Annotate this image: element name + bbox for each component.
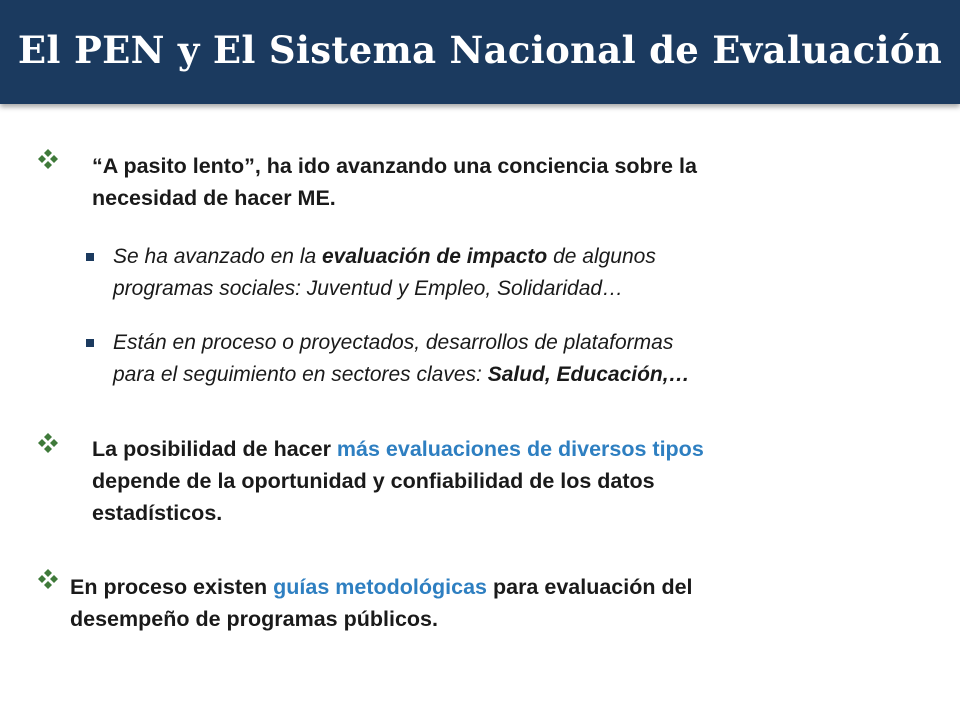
title-bar [0, 0, 960, 104]
sub-bullet-2-pre: para el seguimiento en sectores claves: [113, 363, 488, 386]
sub-bullet-2-text [113, 327, 690, 391]
sub-bullet-2-line-2 [113, 359, 690, 391]
bullet-3-line-2: desempeño de programas públicos. [70, 607, 438, 631]
bullet-1-line-2: necesidad de hacer ME. [92, 186, 336, 210]
slide-title: El PEN y El Sistema Nacional de Evaluación [17, 28, 943, 72]
bullet-2-line-3: estadísticos. [92, 501, 223, 525]
sub-bullet-1-line-1 [113, 241, 656, 273]
sub-bullet-1-pre: Se ha avanzado en la [113, 245, 322, 268]
diamond-bullet-icon [37, 568, 59, 590]
square-bullet-icon [86, 339, 94, 347]
square-bullet-icon [86, 253, 94, 261]
diamond-bullet-icon [37, 148, 59, 170]
bullet-3-text [70, 571, 693, 635]
sub-bullet-1-bold: evaluación de impacto [322, 245, 548, 268]
bullet-2-line-1 [92, 433, 704, 465]
bullet-3-post: para evaluación del [487, 575, 693, 599]
bullet-2-highlight: más evaluaciones de diversos tipos [336, 437, 704, 461]
bullet-3-line-1 [70, 571, 693, 603]
sub-bullet-1-text [113, 241, 656, 305]
bullet-3-pre: En proceso existen [70, 575, 274, 599]
bullet-2-pre: La posibilidad de hacer [92, 437, 337, 461]
sub-bullet-2-bold: Salud, Educación,… [487, 363, 690, 386]
sub-bullet-1-post: de algunos [547, 245, 656, 268]
bullet-3-highlight: guías metodológicas [273, 575, 487, 599]
bullet-1-line-1: “A pasito lento”, ha ido avanzando una conciencia sobre la [92, 154, 697, 178]
bullet-2-line-2: depende de la oportunidad y confiabilidad de los datos [92, 469, 655, 493]
bullet-2-text [92, 433, 704, 529]
diamond-bullet-icon [37, 432, 59, 454]
sub-bullet-2-line-1: Están en proceso o proyectados, desarrollos de plataformas [113, 331, 674, 354]
bullet-1-text [92, 150, 697, 214]
sub-bullet-1-line-2: programas sociales: Juventud y Empleo, Solidaridad… [113, 277, 624, 300]
